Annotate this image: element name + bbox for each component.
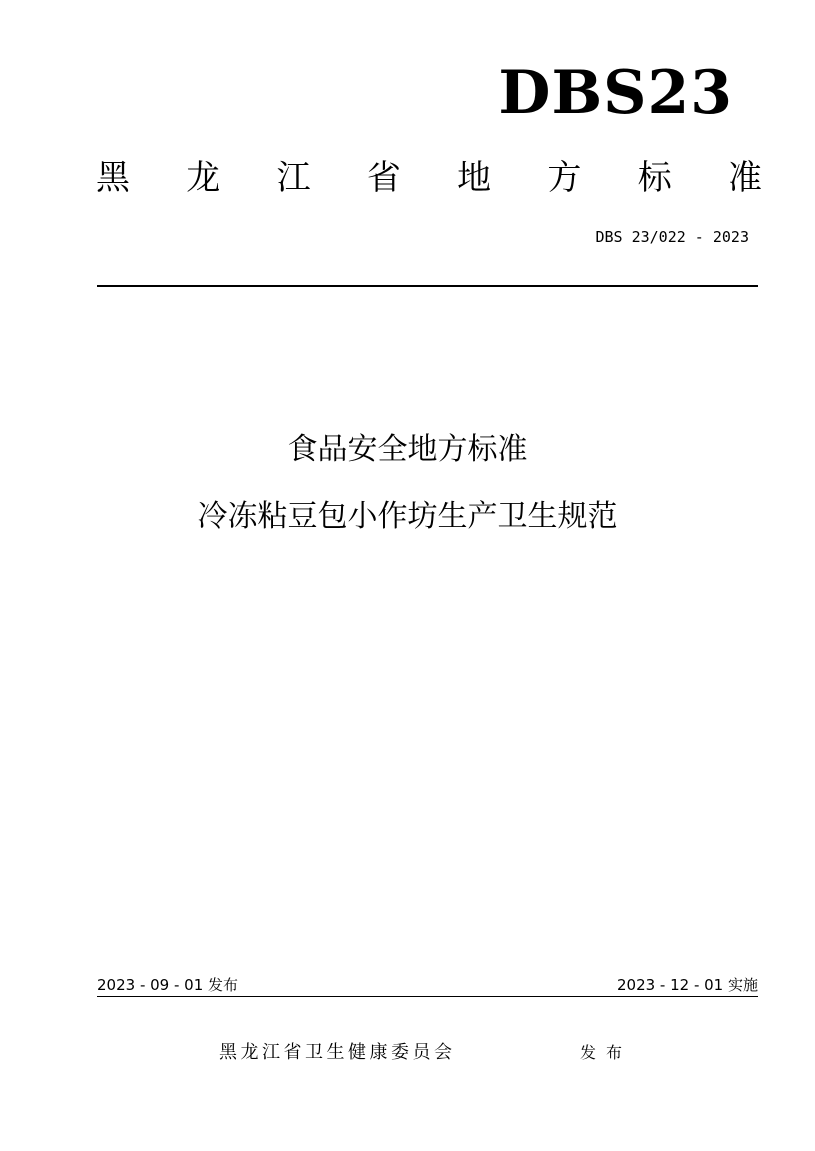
standard-code-heading: DBS23 [498,58,733,128]
category-char: 黑 [96,158,130,198]
category-char: 龙 [186,158,221,198]
implementation-date: 2023 - 12 - 01 实施 [616,976,758,994]
category-char: 方 [547,158,582,198]
category-char: 地 [457,158,492,198]
category-char: 江 [276,158,311,198]
category-char: 准 [727,158,762,198]
category-char: 省 [366,158,401,198]
standard-number: DBS 23/022 - 2023 [595,228,749,246]
standard-category-heading [96,156,762,200]
document-title-line-2: 冷冻粘豆包小作坊生产卫生规范 [197,499,618,534]
issuing-authority: 黑龙江省卫生健康委员会 [219,1042,456,1063]
issuer-row [0,1040,815,1066]
date-row [97,974,758,996]
category-char: 标 [637,158,672,198]
footer-divider [97,996,758,997]
header-divider [97,285,758,287]
issue-action-label: 发布 [580,1043,633,1062]
document-title-line-1: 食品安全地方标准 [287,432,528,467]
issue-date: 2023 - 09 - 01 发布 [97,976,239,994]
